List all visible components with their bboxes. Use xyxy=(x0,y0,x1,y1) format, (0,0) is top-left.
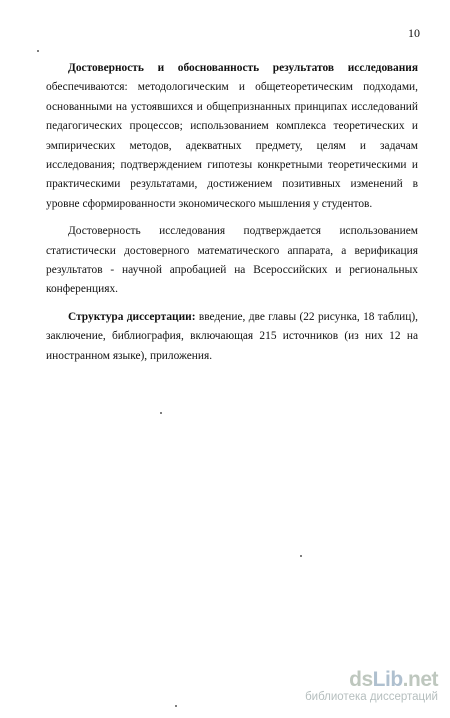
dslib-tagline: библиотека диссертаций xyxy=(305,691,438,703)
scan-speck xyxy=(37,50,39,52)
dslib-watermark xyxy=(305,669,438,704)
logo-suffix: .net xyxy=(402,668,438,691)
logo-prefix: ds xyxy=(349,668,373,691)
paragraph-heading: Структура диссертации: xyxy=(68,310,196,323)
paragraph-structure xyxy=(46,308,418,366)
paragraph-text: обеспечиваются: методологическим и общетеоретическим подходами, основанными на устоявшихся и общепризнанных принципах исследований педагогических процессов; использованием комплекса теоретических и эмпирических методов, адекватных предмету, целям и задачам исследования; подтверждением гипотезы конкретными теоретическими и практическими результатами, достижением позитивных изменений в уровне сформированности экономического мышления у студентов. xyxy=(46,81,418,210)
scan-speck xyxy=(175,705,177,707)
paragraph-heading: Достоверность и обоснованность результатов исследования xyxy=(68,62,418,74)
scan-speck xyxy=(160,412,162,414)
page-number: 10 xyxy=(408,26,420,40)
paragraph-reliability xyxy=(46,59,418,214)
document-body xyxy=(46,59,418,374)
logo-lib: Lib xyxy=(372,668,403,691)
scan-speck xyxy=(300,555,302,557)
paragraph-verification xyxy=(46,222,418,300)
paragraph-text: Достоверность исследования подтверждается использованием статистически достоверного математического аппарата, а верификация результатов - научной апробацией на Всероссийских и региональных конференциях. xyxy=(46,225,418,296)
dslib-logo xyxy=(305,669,438,691)
paragraph-text: введение, две главы (22 рисунка, 18 таблиц), заключение, библиография, включающая 215 источников (из них 12 на иностранном языке), приложения. xyxy=(46,310,419,362)
